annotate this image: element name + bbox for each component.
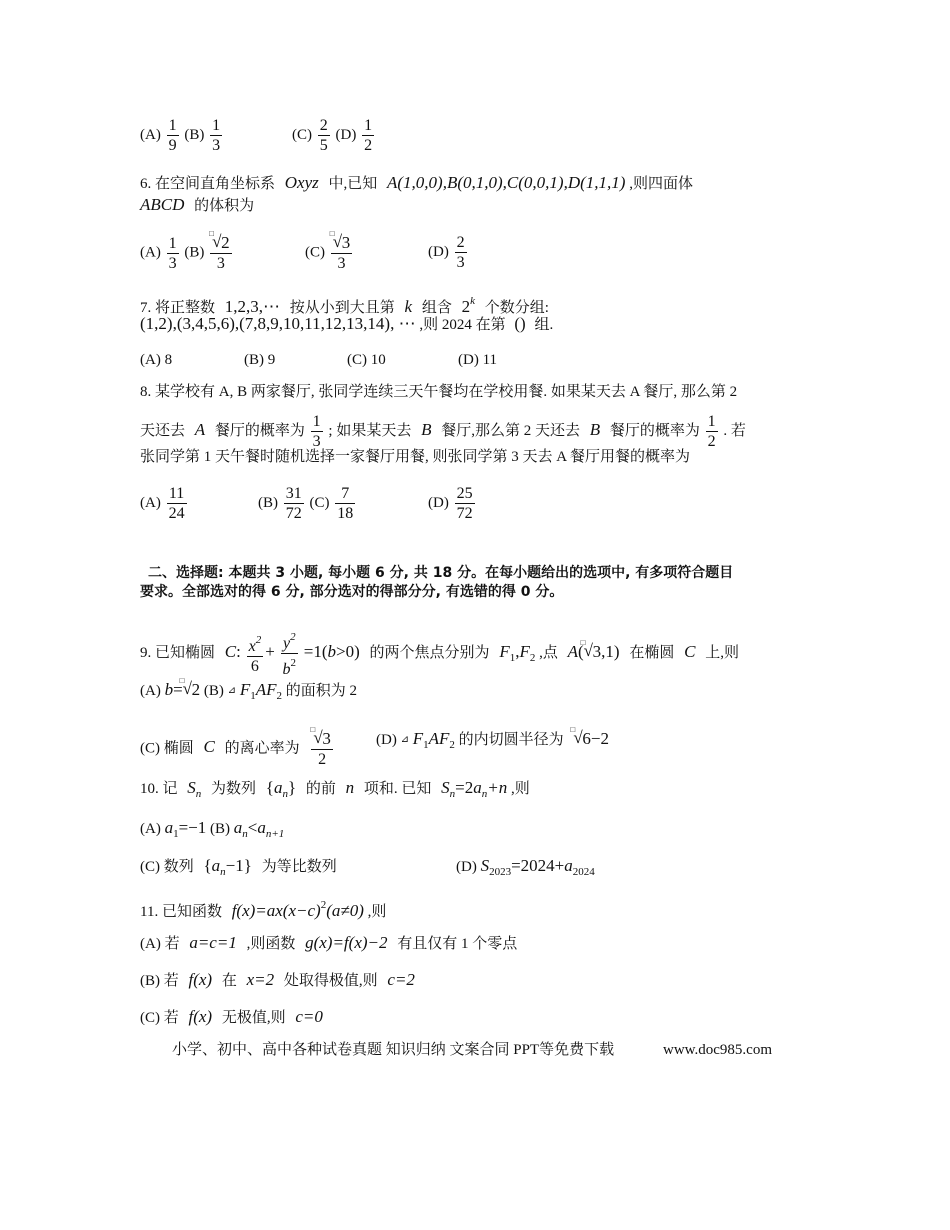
q6-options: (A) $\frac{1}{3}$ (B) √ $\frac{2 □}{3}$ xyxy=(140,233,234,273)
q6-points: A(1,0,0),B(0,1,0),C(0,0,1),D(1,1,1) xyxy=(387,173,626,192)
q7-stem-line1: 7. 将正整数 1,2,3,⋯ 按从小到大且第 k 组含 2$^k$ 个数分组: xyxy=(140,295,549,316)
q7-option-a: (A) 8 xyxy=(140,352,173,368)
q11-option-b: (B) 若 f(x) 在 x=2 处取得极值,则 c=2 xyxy=(140,970,415,989)
q6-option-c: (C) √ $\frac{3 □}{3}$ xyxy=(305,233,354,273)
q11-option-c: (C) 若 f(x) 无极值,则 c=0 xyxy=(140,1007,323,1026)
q8-stem-line1: 8. 某学校有 A, B 两家餐厅, 张同学连续三天午餐均在学校用餐. 如果某天去 A 餐厅, 那么第 2 xyxy=(140,384,738,400)
q8-option-a: (A) $\frac{11}{24}$ xyxy=(140,485,185,522)
q6-option-a-fraction: $\frac{1}{3}$ xyxy=(168,234,177,272)
q8-stem-line3: 张同学第 1 天午餐时随机选择一家餐厅用餐, 则张同学第 3 天去 A 餐厅用餐的概率为 xyxy=(140,449,691,465)
section2-heading-line2: 要求。全部选对的得 6 分, 部分选对的得部分分, 有选错的得 0 分。 xyxy=(140,584,564,600)
q6-option-d-fraction: $\frac{2}{3}$ xyxy=(456,234,465,271)
q8-option-bc: (B) $\frac{31}{72}$ (C) $\frac{7}{18}$ xyxy=(258,485,354,522)
q10-option-d: (D) $S_{2023}=2024+a_{2024}$ xyxy=(456,856,595,878)
q6-stem-line1: 6. 在空间直角坐标系 Oxyz 中,已知 A(1,0,0),B(0,1,0),C(0,0,1),D(1,1,1) ,则四面体 xyxy=(140,173,693,192)
footer-text: 小学、初中、高中各种试卷真题 知识归纳 文案合同 PPT等免费下载 xyxy=(172,1042,615,1058)
q9-option-c: (C) 椭圆 C 的离心率为 √ $\frac{3 □}{2}$ xyxy=(140,729,335,769)
q11-stem: 11. 已知函数 $f(x)=ax(x-c)^2(a\ne 0)$ ,则 xyxy=(140,899,387,920)
q8-option-d: (D) $\frac{25}{72}$ xyxy=(428,485,473,522)
q6-option-d: (D) $\frac{2}{3}$ xyxy=(428,234,465,271)
footer-url[interactable]: www.doc985.com xyxy=(663,1042,773,1058)
q10-stem: 10. 记 $S_n$ 为数列 $\{a_n\}$ 的前 n 项和. 已知 $S_n=2a_n+n$ ,则 xyxy=(140,778,530,800)
q5-option-a-label: (A) xyxy=(140,126,161,143)
q9-stem: 9. 已知椭圆 C: $\frac{x^2}{6}$ + $\frac{y^2}{b^2}$ =1(b>0) 的两个焦点分别为 $F_1,F_2$ ,点 A(√ 3 □,1) 在椭圆 C 上,则 xyxy=(140,628,739,679)
section2-heading-line1: 二、选择题: 本题共 3 小题, 每小题 6 分, 共 18 分。在每小题给出的选项中, 有多项符合题目 xyxy=(148,565,734,581)
q11-option-a: (A) 若 a=c=1 ,则函数 g(x)=f(x)−2 有且仅有 1 个零点 xyxy=(140,933,518,952)
q9-options-ab: (A) b=√ 2 □ (B) ⊿ $F_1AF_2$ 的面积为 2 xyxy=(140,680,357,706)
q5-option-d-fraction: $\frac{1}{2}$ xyxy=(364,117,373,154)
q5-option-c-label: (C) xyxy=(292,126,312,143)
q6-option-c-fraction: √ $\frac{3 □}{3}$ xyxy=(331,233,353,273)
q5-option-d-label: (D) xyxy=(335,126,357,143)
q5-options xyxy=(140,116,224,155)
q5-option-a-fraction: $\frac{1}{9}$ xyxy=(168,117,177,154)
q7-option-c: (C) 10 xyxy=(347,352,386,368)
q7-groups: (1,2),(3,4,5,6),(7,8,9,10,11,12,13,14), ⋯ xyxy=(140,314,416,333)
q7-option-d: (D) 11 xyxy=(458,352,498,368)
q9-option-d: (D) ⊿ $F_1AF_2$ 的内切圆半径为 √ 6 □−2 xyxy=(376,729,609,755)
q5-options-cd xyxy=(292,116,376,155)
q6-stem-line2: ABCD 的体积为 xyxy=(140,195,255,214)
q5-option-b-fraction: $\frac{1}{3}$ xyxy=(212,117,221,154)
q10-options-ab: (A) $a_1=-1$ (B) $a_n<a_{n+1}$ xyxy=(140,818,285,840)
q7-option-b: (B) 9 xyxy=(244,352,276,368)
q8-stem-line2: 天还去 A 餐厅的概率为 $\frac{1}{3}$ ; 如果某天去 B 餐厅,那么第 2 天还去 B 餐厅的概率为 $\frac{1}{2}$ . 若 xyxy=(140,413,746,450)
q5-option-b-label: (B) xyxy=(184,126,205,143)
q5-option-c-fraction: $\frac{2}{5}$ xyxy=(319,117,328,154)
q7-stem-line2: (1,2),(3,4,5,6),(7,8,9,10,11,12,13,14), ⋯ ,则 2024 在第 () 组. xyxy=(140,314,554,333)
q10-option-c: (C) 数列 $\{a_n-1\}$ 为等比数列 xyxy=(140,856,337,878)
q6-option-b-fraction: √ $\frac{2 □}{3}$ xyxy=(210,233,232,273)
